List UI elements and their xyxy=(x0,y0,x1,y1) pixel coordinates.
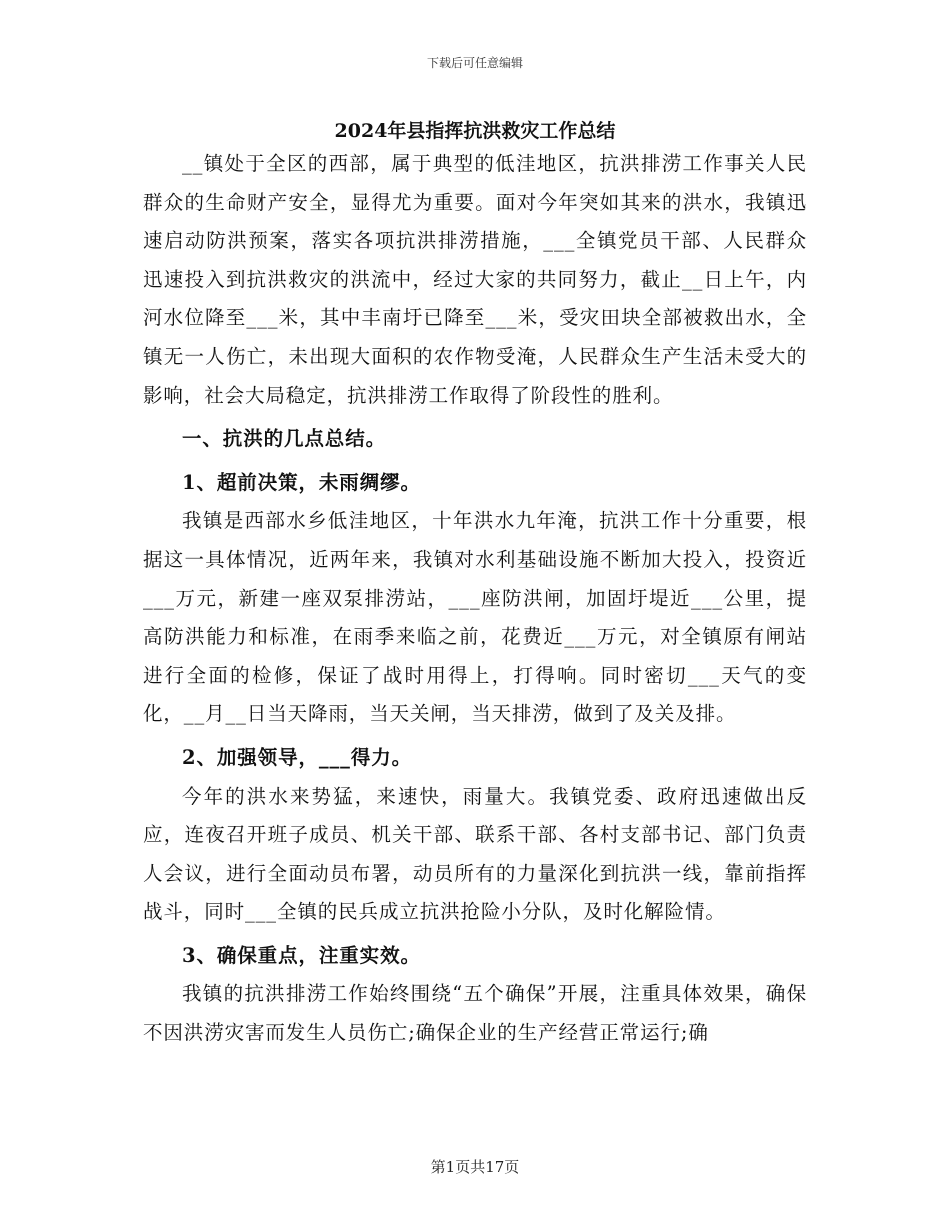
paragraph-leadership: 今年的洪水来势猛，来速快，雨量大。我镇党委、政府迅速做出反应，连夜召开班子成员、机关干部、联系干部、各村支部书记、部门负责人会议，进行全面动员布署，动员所有的力量深化到抗洪一线，靠前指挥战斗，同时___全镇的民兵成立抗洪抢险小分队，及时化解险情。 xyxy=(143,784,807,924)
paragraph-priorities: 我镇的抗洪排涝工作始终围绕“五个确保”开展，注重具体效果，确保不因洪涝灾害而发生人员伤亡;确保企业的生产经营正常运行;确 xyxy=(143,982,807,1045)
document-body xyxy=(143,145,807,1053)
paragraph-intro: __镇处于全区的西部，属于典型的低洼地区，抗洪排涝工作事关人民群众的生命财产安全，显得尤为重要。面对今年突如其来的洪水，我镇迅速启动防洪预案，落实各项抗洪排涝措施，___全镇党员干部、人民群众迅速投入到抗洪救灾的洪流中，经过大家的共同努力，截止__日上午，内河水位降至___米，其中丰南圩已降至___米，受灾田块全部被救出水，全镇无一人伤亡，未出现大面积的农作物受淹，人民群众生产生活未受大的影响，社会大局稳定，抗洪排涝工作取得了阶段性的胜利。 xyxy=(143,152,807,407)
header-note: 下载后可任意编辑 xyxy=(426,56,523,70)
subsection-heading-1: 1、超前决策，未雨绸缪。 xyxy=(182,470,421,494)
document-title: 2024年县指挥抗洪救灾工作总结 xyxy=(334,120,616,142)
section-heading: 一、抗洪的几点总结。 xyxy=(182,427,387,451)
page-number: 第1页共17页 xyxy=(430,1158,520,1176)
subsection-heading-3: 3、确保重点，注重实效。 xyxy=(182,943,421,967)
subsection-heading-2: 2、加强领导，___得力。 xyxy=(182,745,413,769)
paragraph-decision: 我镇是西部水乡低洼地区，十年洪水九年淹，抗洪工作十分重要，根据这一具体情况，近两年来，我镇对水利基础设施不断加大投入，投资近___万元，新建一座双泵排涝站，___座防洪闸，加固圩堤近___公里，提高防洪能力和标准，在雨季来临之前，花费近___万元，对全镇原有闸站进行全面的检修，保证了战时用得上，打得响。同时密切___天气的变化，__月__日当天降雨，当天关闸，当天排涝，做到了及关及排。 xyxy=(143,509,807,726)
